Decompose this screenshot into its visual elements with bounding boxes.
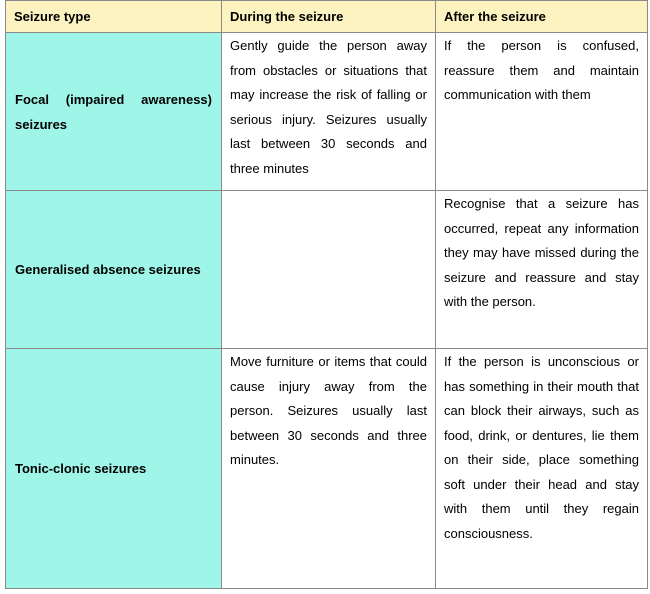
during-seizure-cell: Move furniture or items that could cause injury away from the person. Seizures usually last between 30 seconds and three minutes. xyxy=(222,349,436,589)
table-row xyxy=(6,349,648,589)
during-seizure-cell xyxy=(222,191,436,349)
header-after-seizure: After the seizure xyxy=(436,1,648,33)
during-seizure-cell: Gently guide the person away from obstacles or situations that may increase the risk of falling or serious injury. Seizures usually last between 30 seconds and three minutes xyxy=(222,33,436,191)
header-seizure-type: Seizure type xyxy=(6,1,222,33)
header-during-seizure: During the seizure xyxy=(222,1,436,33)
after-seizure-cell: Recognise that a seizure has occurred, repeat any information they may have missed during the seizure and reassure and stay with the person. xyxy=(436,191,648,349)
seizure-table xyxy=(5,0,648,589)
after-seizure-cell: If the person is confused, reassure them and maintain communication with them xyxy=(436,33,648,191)
seizure-type-cell: Tonic-clonic seizures xyxy=(6,349,222,589)
after-seizure-cell: If the person is unconscious or has something in their mouth that can block their airways, such as food, drink, or dentures, lie them on their side, place something soft under their head and stay with them until they regain consciousness. xyxy=(436,349,648,589)
seizure-type-cell: Focal (impaired awareness) seizures xyxy=(6,33,222,191)
seizure-type-cell: Generalised absence seizures xyxy=(6,191,222,349)
table-row xyxy=(6,33,648,191)
table-row xyxy=(6,191,648,349)
header-row xyxy=(6,1,648,33)
